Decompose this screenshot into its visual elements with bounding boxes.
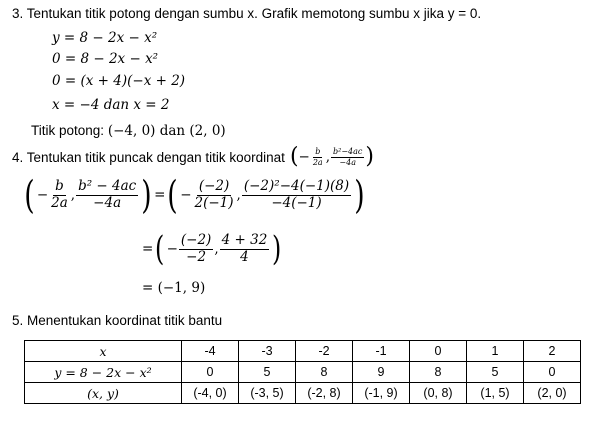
row-label: (x, y) <box>25 383 182 404</box>
table-cell: 5 <box>467 362 524 383</box>
eq2-frac-2-num: 4 + 32 <box>221 231 268 248</box>
step4-equation-3: = (−1, 9) <box>142 280 206 296</box>
left-paren: ( <box>289 144 299 169</box>
table-cell: 0 <box>524 362 581 383</box>
table-cell: (-2, 8) <box>296 383 353 404</box>
step3-result <box>31 123 226 139</box>
heading-frac-1-den: 2a <box>312 157 323 167</box>
table-cell: (2, 0) <box>524 383 581 404</box>
heading-frac-2-num: b²−4ac <box>333 147 363 157</box>
left-paren: ( <box>167 173 178 217</box>
eq1-frac-1-den: 2a <box>51 194 68 211</box>
step3-heading: 3. Tentukan titik potong dengan sumbu x. Grafik memotong sumbu x jika y = 0. <box>12 6 482 21</box>
eq2-frac-2 <box>220 233 270 265</box>
eq2-frac-1-den: −2 <box>186 248 207 265</box>
right-paren: ) <box>141 173 152 217</box>
eq1-frac-4 <box>242 179 351 211</box>
table-cell: (1, 5) <box>467 383 524 404</box>
table-cell: 1 <box>467 341 524 362</box>
table-cell: 0 <box>410 341 467 362</box>
step3-line-2: 0 = 8 − 2x − x² <box>52 51 159 67</box>
step3-line-4: x = −4 dan x = 2 <box>52 97 170 113</box>
left-paren: ( <box>155 229 165 269</box>
table-cell: 9 <box>353 362 410 383</box>
left-paren: ( <box>24 173 35 217</box>
heading-frac-1-num: b <box>315 147 321 157</box>
eq2-frac-2-den: 4 <box>240 248 249 265</box>
eq1-frac-3-den: 2(−1) <box>194 194 234 211</box>
table-cell: 2 <box>524 341 581 362</box>
eq1-frac-4-num: (−2)²−4(−1)(8) <box>243 177 350 194</box>
table-cell: (-3, 5) <box>239 383 296 404</box>
step4-equation-2: = ( − $\frac{(-2)}{-2}$ , $\frac{4 + 32}{4}$ ) <box>142 229 282 269</box>
table-cell: 8 <box>410 362 467 383</box>
table-cell: -3 <box>239 341 296 362</box>
step4-heading-formula: ( − $\frac{b}{2a}$ , $\frac{\text{b²−4ac}}{-4a}$ ) <box>289 144 374 169</box>
row-label: y = 8 − 2x − x² <box>25 362 182 383</box>
table-cell: 0 <box>182 362 239 383</box>
table-row <box>25 383 581 404</box>
eq1-frac-4-den: −4(−1) <box>271 194 322 211</box>
right-paren: ) <box>365 144 374 169</box>
eq2-frac-1 <box>179 233 213 265</box>
heading-frac-2 <box>331 147 364 166</box>
step4-heading-row <box>12 146 374 168</box>
table-cell: (0, 8) <box>410 383 467 404</box>
step3-result-label: Titik potong: <box>31 123 105 138</box>
eq2-frac-1-num: (−2) <box>180 231 212 248</box>
right-paren: ) <box>272 229 282 269</box>
coordinates-table <box>24 340 581 404</box>
eq1-frac-3 <box>193 179 236 211</box>
table-cell: 5 <box>239 362 296 383</box>
eq1-frac-2-num: b² − 4ac <box>78 177 137 194</box>
table-row <box>25 362 581 383</box>
step3-line-1: y = 8 − 2x − x² <box>52 30 158 46</box>
table-cell: -1 <box>353 341 410 362</box>
eq1-frac-3-num: (−2) <box>198 177 230 194</box>
row-label: x <box>25 341 182 362</box>
table-cell: -4 <box>182 341 239 362</box>
step3-line-3: 0 = (x + 4)(−x + 2) <box>52 73 186 89</box>
table-cell: 8 <box>296 362 353 383</box>
step4-heading: 4. Tentukan titik puncak dengan titik koordinat <box>12 149 285 165</box>
heading-frac-1 <box>311 147 325 166</box>
step3-result-value: (−4, 0) dan (2, 0) <box>107 123 226 139</box>
table-cell: (-1, 9) <box>353 383 410 404</box>
table-row <box>25 341 581 362</box>
eq1-frac-2-den: −4a <box>93 194 122 211</box>
step5-heading: 5. Menentukan koordinat titik bantu <box>12 313 223 328</box>
table-cell: -2 <box>296 341 353 362</box>
heading-frac-2-den: −4a <box>339 157 356 167</box>
table-cell: (-4, 0) <box>182 383 239 404</box>
right-paren: ) <box>354 173 365 217</box>
step4-equation-1: ( − $\frac{b}{2a}$ , $\frac{\text{b² − 4ac}}{-4a}$ ) = ( − $\frac{(-2)}{2(-1)}$ , $\frac{\text{(−2)²−4(−1)(8)}}{-4(-1)}$ ) <box>24 173 365 217</box>
eq1-frac-2 <box>76 179 138 211</box>
eq1-frac-1-num: b <box>55 177 64 194</box>
eq1-frac-1 <box>49 179 70 211</box>
